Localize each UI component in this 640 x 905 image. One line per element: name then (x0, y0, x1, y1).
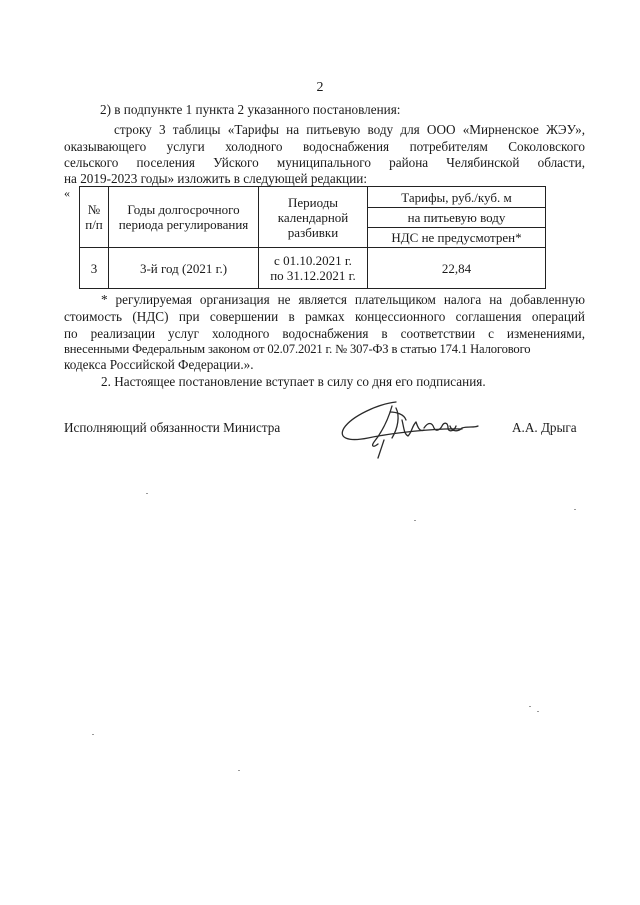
footnote-line: внесенными Федеральным законом от 02.07.2021 г. № 307-ФЗ в статью 174.1 Налогового (64, 342, 531, 356)
header-tariffs: Тарифы, руб./куб. м (368, 187, 546, 208)
paragraph-line: сельского поселения Уйского муниципального района Челябинской области, (64, 155, 585, 170)
tariff-table (79, 186, 546, 289)
header-periods: Периоды календарной разбивки (259, 187, 368, 248)
header-num: № п/п (80, 187, 109, 248)
paragraph-subpoint: 2) в подпункте 1 пункта 2 указанного постановления: (100, 102, 401, 117)
signatory-position: Исполняющий обязанности Министра (64, 420, 281, 435)
footnote-line: по реализации услуг холодного водоснабжения в соответствии с изменениями, (64, 326, 585, 341)
header-water: на питьевую воду (368, 208, 546, 228)
footnote-line: кодекса Российской Федерации.». (64, 357, 254, 372)
cell-year: 3-й год (2021 г.) (109, 248, 259, 289)
signatory-name: А.А. Дрыга (512, 420, 577, 435)
header-years: Годы долгосрочного периода регулирования (109, 187, 259, 248)
handwritten-signature (338, 398, 488, 460)
footnote-line: * регулируемая организация не является плательщиком налога на добавленную (101, 292, 585, 307)
paragraph-line: строку 3 таблицы «Тарифы на питьевую воду для ООО «Мирненское ЖЭУ», (114, 122, 585, 137)
paragraph-effective: 2. Настоящее постановление вступает в силу со дня его подписания. (101, 374, 486, 389)
footnote-line: стоимость (НДС) при совершении в рамках концессионного соглашения операций (64, 309, 585, 324)
period-to: по 31.12.2021 г. (270, 268, 356, 283)
paragraph-line: на 2019-2023 годы» изложить в следующей редакции: (64, 171, 367, 186)
period-from: с 01.10.2021 г. (274, 253, 352, 268)
opening-quote: « (64, 186, 70, 200)
cell-num: 3 (80, 248, 109, 289)
header-vat: НДС не предусмотрен* (368, 228, 546, 248)
cell-tariff-value: 22,84 (368, 248, 546, 289)
paragraph-line: оказывающего услуги холодного водоснабжения потребителям Соколовского (64, 139, 585, 154)
page-number: 2 (316, 80, 324, 95)
cell-period (259, 248, 368, 289)
